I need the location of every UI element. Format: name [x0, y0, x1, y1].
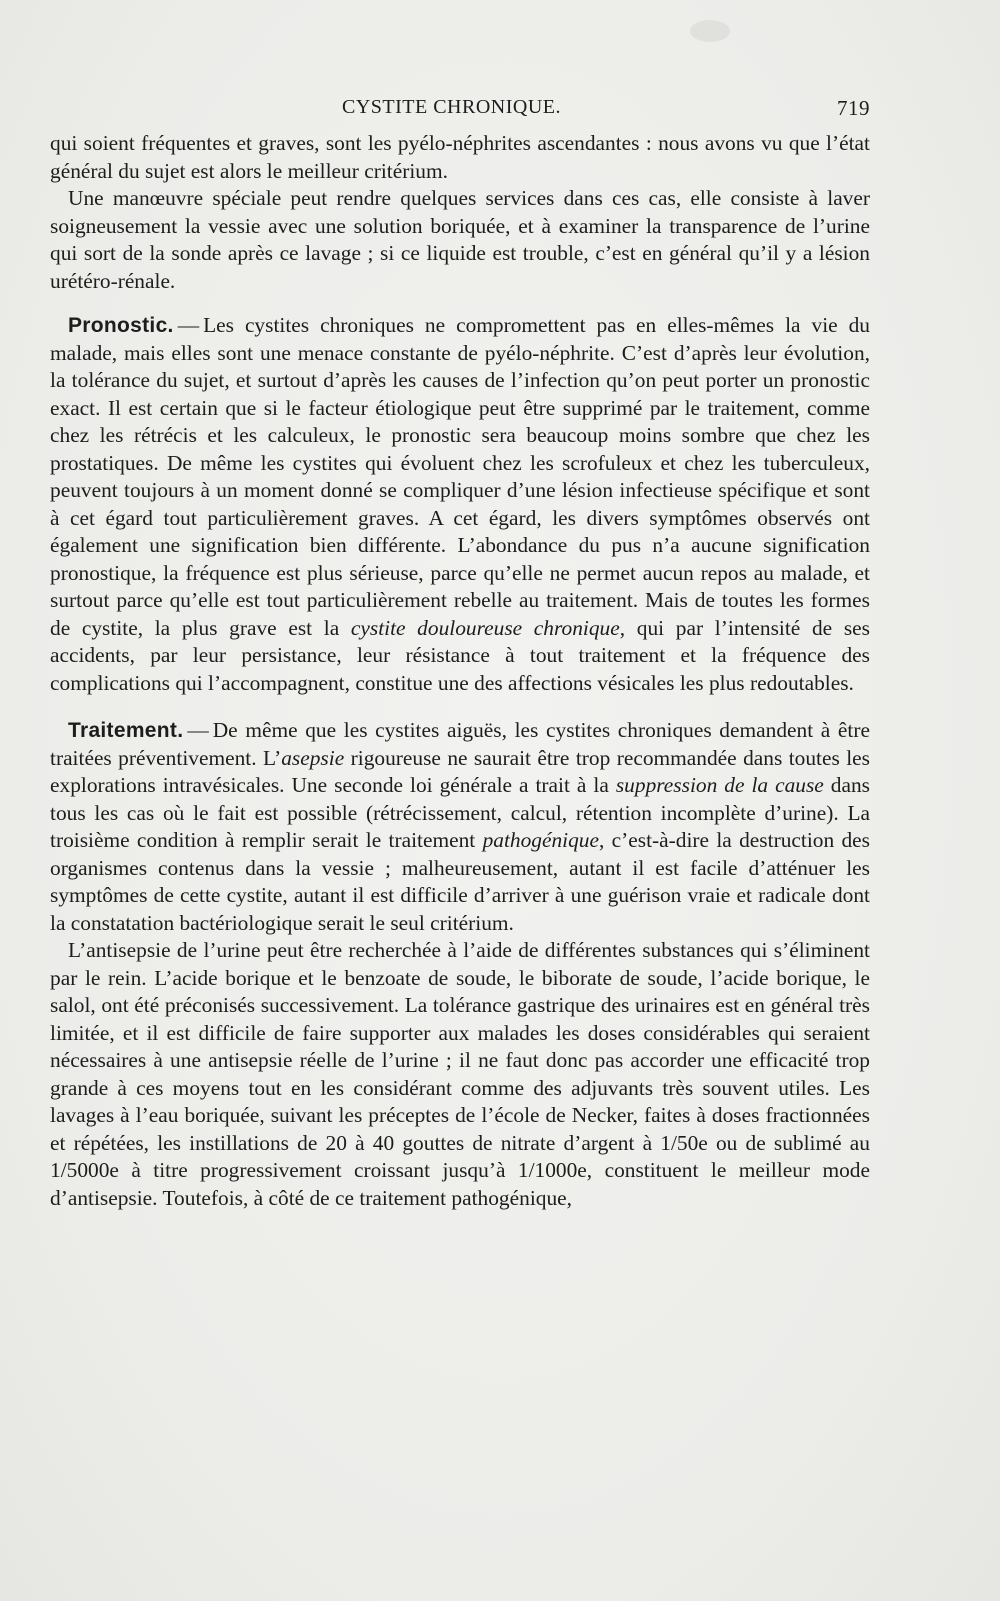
running-header: [50, 92, 870, 126]
paragraph-manoeuvre: Une manœuvre spéciale peut rendre quelques services dans ces cas, elle consiste à laver soigneusement la vessie avec une solution boriquée, et à examiner la transparence de l’urine qui sort de la sonde après ce lavage ; si ce liquide est trouble, c’est en général qu’il y a lésion urétéro-rénale.: [50, 186, 870, 293]
heading-dash: —: [177, 313, 200, 337]
pronostic-text-end: , qui par l’intensité de ses accidents, par leur persistance, leur résistance à tout traitement et la fréquence des complications qui l’accompagnent, constitue une des affections vésicales les plus redoutables.: [50, 615, 870, 695]
body-text: [50, 130, 870, 1212]
traitement-emphasis-pathogenique: pathogénique: [482, 828, 599, 852]
paragraph-continuation: qui soient fréquentes et graves, sont les pyélo-néphrites ascendantes : nous avons vu que l’état général du sujet est alors le meilleur critérium.: [50, 131, 870, 183]
traitement-text: , c’est-à-dire la destruction des organismes contenus dans la vessie ; malheureusement, autant il est facile d’atténuer les symptômes de cette cystite, autant il est difficile d’arriver à une guérison vraie et radicale dont la constatation bactériologique serait le seul critérium.: [50, 828, 870, 935]
traitement-text: De même que les cystites aiguës, les cystites chroniques demandent à être traitées préventivement. L’: [50, 718, 870, 770]
paragraph-antisepsie: L’antisepsie de l’urine peut être recherchée à l’aide de différentes substances qui s’éliminent par le rein. L’acide borique et le benzoate de soude, le biborate de soude, l’acide borique, le salol, ont été préconisés successivement. La tolérance gastrique des urinaires est en général très limitée, et il est difficile de faire supporter aux malades les doses considérables qui seraient nécessaires à une antisepsie réelle de l’urine ; il ne faut donc pas accorder une efficacité trop grande à ces moyens tout en les considérant comme des adjuvants très souvent utiles. Les lavages à l’eau boriquée, suivant les préceptes de l’école de Necker, faites à doses fractionnées et répétées, les instillations de 20 à 40 gouttes de nitrate d’argent à 1/50e ou de sublimé au 1/5000e à titre progressivement croissant jusqu’à 1/1000e, constituent le meilleur mode d’antisepsie. Toutefois, à côté de ce traitement pathogénique,: [50, 938, 870, 1210]
section-heading-traitement: Traitement.: [68, 719, 184, 742]
pronostic-text: Les cystites chroniques ne compromettent pas en elles-mêmes la vie du malade, mais elles sont une menace constante de pyélo-néphrite. C’est d’après leur évolution, la tolérance du sujet, et surtout d’après les causes de l’infection qu’on peut porter un pronostic exact. Il est certain que si le facteur étiologique peut être supprimé par le traitement, comme chez les rétrécis et les calculeux, le pronostic sera beaucoup moins sombre que chez les prostatiques. De même les cystites qui évoluent chez les scrofuleux et chez les tuberculeux, peuvent toujours à un moment donné se compliquer d’une lésion infectieuse spécifique et sont à cet égard tout particulièrement graves. A cet égard, les divers symptômes observés ont également une signification bien différente. L’abondance du pus n’a aucune signification pronostique, la fréquence est plus sérieuse, parce qu’elle ne permet aucun repos au malade, et surtout parce qu’elle est tout particulièrement rebelle au traitement. Mais de toutes les formes de cystite, la plus grave est la: [50, 313, 870, 640]
pronostic-emphasis: cystite douloureuse chronique: [350, 615, 620, 640]
traitement-text: rigoureuse ne saurait être trop recommandée dans toutes les explorations intravésicales. Une seconde loi générale a trait à la: [50, 745, 870, 797]
traitement-emphasis-asepsie: asepsie: [281, 745, 345, 770]
section-traitement: [50, 717, 870, 937]
traitement-text: dans tous les cas où le fait est possible (rétrécissement, calcul, rétention incomplète d’urine). La troisième condition à remplir serait le traitement: [50, 773, 871, 852]
running-title: CYSTITE CHRONIQUE.: [342, 96, 561, 118]
section-pronostic: [50, 312, 870, 697]
heading-dash: —: [187, 718, 209, 742]
page-number: 719: [837, 96, 870, 120]
section-heading-pronostic: Pronostic.: [68, 314, 174, 337]
traitement-emphasis-suppression: suppression de la cause: [615, 773, 824, 797]
paper-smudge: [690, 20, 730, 42]
